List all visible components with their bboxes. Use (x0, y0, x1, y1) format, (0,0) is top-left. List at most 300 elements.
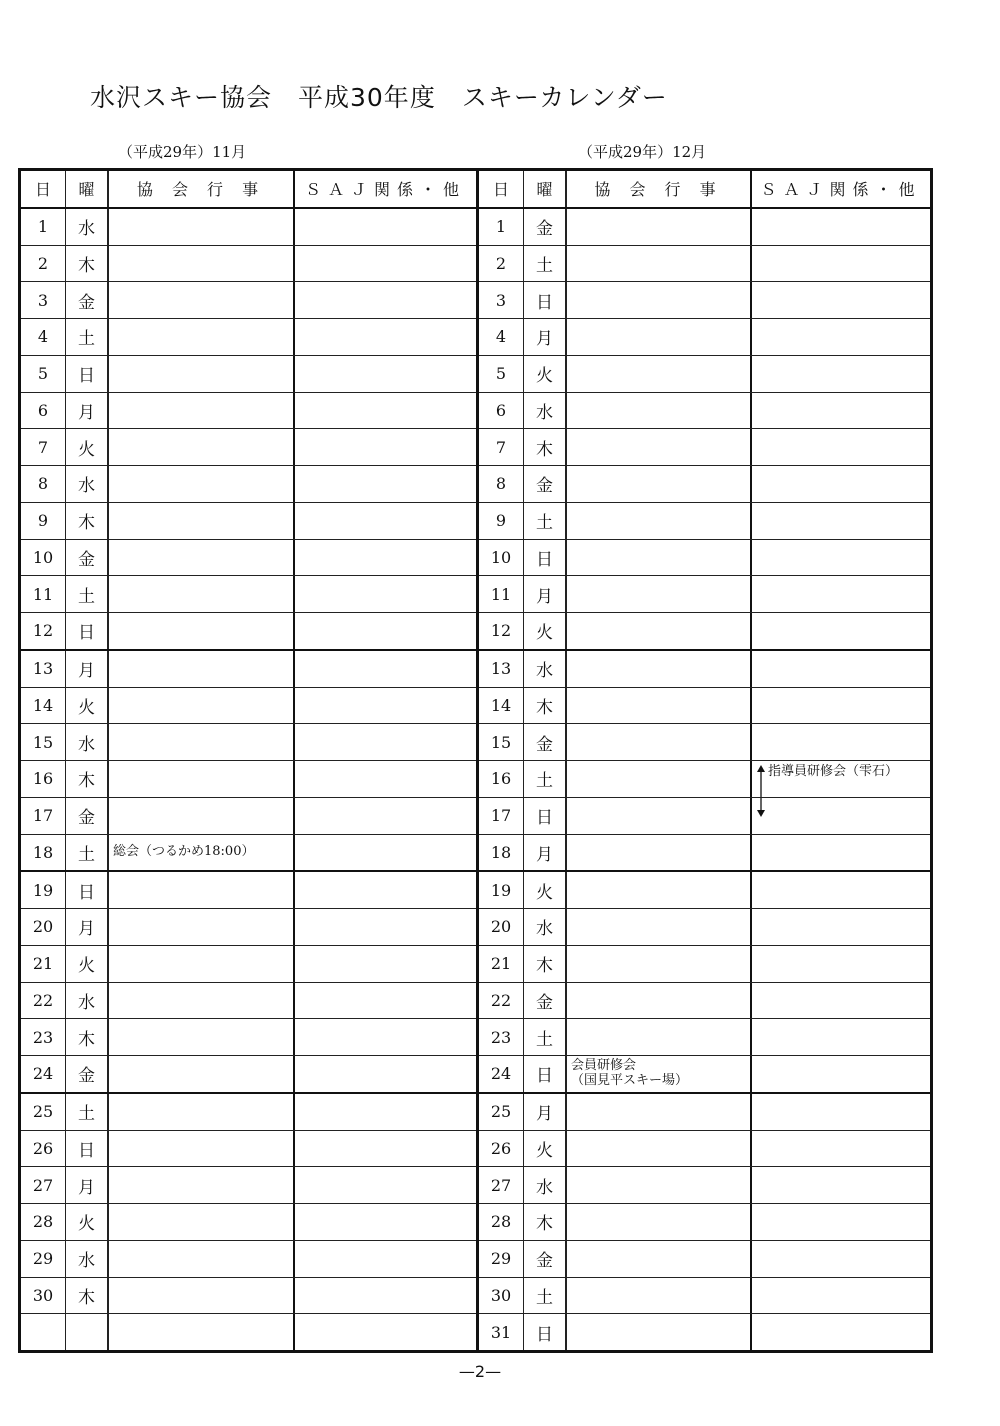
saj-event-cell (293, 356, 476, 392)
saj-event-cell (293, 651, 476, 687)
association-event-cell (108, 1167, 293, 1203)
table-row (479, 1313, 930, 1350)
weekday: 日 (65, 1131, 108, 1167)
association-event-cell (566, 983, 750, 1019)
saj-event-cell (750, 1131, 930, 1167)
weekday: 火 (65, 946, 108, 982)
association-event-cell (566, 576, 750, 612)
table-row (21, 982, 476, 1019)
table-row (479, 1203, 930, 1240)
november-caption: （平成29年）11月 (118, 143, 247, 161)
table-row (21, 392, 476, 429)
weekday: 金 (523, 983, 566, 1019)
day-number: 23 (32, 1027, 54, 1047)
table-row (21, 1055, 476, 1092)
association-event-cell (108, 319, 293, 355)
association-event-cell (566, 946, 750, 982)
day-number: 20 (32, 917, 54, 937)
association-event-cell (566, 798, 750, 834)
table-row (21, 502, 476, 539)
saj-event-cell (750, 872, 930, 908)
weekday: 日 (523, 282, 566, 318)
day-number: 3 (495, 290, 507, 310)
header-weekday: 曜 (65, 171, 108, 207)
saj-event-cell (750, 724, 930, 760)
weekday: 木 (65, 503, 108, 539)
weekday: 月 (65, 651, 108, 687)
weekday (65, 1314, 108, 1350)
day-number: 3 (37, 290, 49, 310)
saj-event-cell (750, 246, 930, 282)
association-event-cell (566, 1056, 750, 1092)
day-number: 27 (490, 1175, 512, 1195)
association-event-cell (566, 909, 750, 945)
table-row (479, 1018, 930, 1055)
table-row (21, 209, 476, 245)
saj-event-cell (750, 651, 930, 687)
weekday: 金 (65, 540, 108, 576)
association-event-cell (108, 1278, 293, 1314)
weekday: 水 (523, 651, 566, 687)
day-number: 25 (490, 1102, 512, 1122)
table-row (21, 1130, 476, 1167)
table-row (21, 355, 476, 392)
association-event-cell (566, 688, 750, 724)
saj-event-cell (293, 466, 476, 502)
saj-event-cell (293, 613, 476, 649)
table-row (479, 908, 930, 945)
table-row (21, 1092, 476, 1130)
table-row (479, 1240, 930, 1277)
association-event-cell (566, 1278, 750, 1314)
table-row (479, 982, 930, 1019)
weekday: 日 (523, 1056, 566, 1092)
table-row (479, 870, 930, 908)
day-number: 29 (490, 1249, 512, 1269)
table-row (21, 687, 476, 724)
weekday: 月 (65, 909, 108, 945)
saj-event-cell (293, 724, 476, 760)
table-row (479, 760, 930, 797)
saj-event-cell (293, 282, 476, 318)
day-number: 28 (490, 1212, 512, 1232)
association-event-cell (566, 503, 750, 539)
table-row (479, 428, 930, 465)
table-row (21, 1240, 476, 1277)
day-number: 24 (32, 1064, 54, 1084)
weekday: 土 (65, 576, 108, 612)
association-event-cell (108, 356, 293, 392)
association-event-cell (108, 393, 293, 429)
table-row (479, 502, 930, 539)
saj-event-cell (750, 1278, 930, 1314)
association-event-cell (108, 798, 293, 834)
saj-event-cell (750, 540, 930, 576)
association-event-cell (108, 282, 293, 318)
day-number: 17 (32, 806, 54, 826)
day-number: 9 (37, 511, 49, 531)
association-event-cell (566, 246, 750, 282)
day-number: 2 (37, 253, 49, 273)
saj-event-cell (750, 466, 930, 502)
weekday: 木 (65, 761, 108, 797)
table-row (479, 465, 930, 502)
weekday: 月 (65, 393, 108, 429)
day-number: 26 (32, 1138, 54, 1158)
association-event-cell (566, 393, 750, 429)
table-row (479, 687, 930, 724)
day-number: 23 (490, 1027, 512, 1047)
page-number: —2— (458, 1362, 502, 1381)
saj-event-cell (750, 909, 930, 945)
saj-event-cell (750, 282, 930, 318)
association-event-cell (566, 209, 750, 245)
association-event-cell (566, 1094, 750, 1130)
saj-event-cell (293, 946, 476, 982)
saj-event-cell (293, 246, 476, 282)
association-event-cell (566, 356, 750, 392)
saj-event-cell (293, 429, 476, 465)
association-event-cell (566, 651, 750, 687)
weekday: 土 (523, 246, 566, 282)
saj-event-cell (293, 798, 476, 834)
association-event-cell (108, 835, 293, 871)
day-number: 27 (32, 1175, 54, 1195)
day-number: 12 (32, 621, 54, 641)
weekday: 火 (523, 613, 566, 649)
association-event-cell (566, 319, 750, 355)
association-event-cell (566, 466, 750, 502)
table-row (21, 539, 476, 576)
table-row (479, 575, 930, 612)
day-number: 22 (490, 990, 512, 1010)
december-caption: （平成29年）12月 (578, 143, 707, 161)
weekday: 水 (65, 724, 108, 760)
saj-event-cell (750, 209, 930, 245)
association-event-cell (566, 1314, 750, 1350)
saj-event-cell (293, 1131, 476, 1167)
saj-event-cell (750, 1314, 930, 1350)
saj-event-cell (750, 1056, 930, 1092)
day-number: 26 (490, 1138, 512, 1158)
table-row (21, 281, 476, 318)
day-number: 18 (32, 842, 54, 862)
weekday: 月 (523, 319, 566, 355)
weekday: 木 (65, 246, 108, 282)
association-event-cell (108, 246, 293, 282)
association-event-cell (566, 1241, 750, 1277)
day-number: 7 (495, 437, 507, 457)
table-row (479, 318, 930, 355)
header-day: 日 (34, 180, 51, 200)
association-event-cell (108, 1204, 293, 1240)
header-saj-other: ＳＡＪ関係・他 (293, 171, 476, 207)
weekday: 月 (65, 1167, 108, 1203)
saj-event-cell (293, 393, 476, 429)
saj-event-cell (750, 576, 930, 612)
day-number: 14 (32, 695, 54, 715)
weekday: 土 (523, 503, 566, 539)
association-event-cell (566, 872, 750, 908)
table-row (479, 1092, 930, 1130)
day-number: 6 (37, 400, 49, 420)
header-association-events: 協 会 行 事 (566, 171, 750, 207)
weekday: 金 (65, 282, 108, 318)
weekday: 水 (65, 1241, 108, 1277)
day-number: 30 (490, 1285, 512, 1305)
weekday: 日 (65, 356, 108, 392)
weekday: 木 (523, 429, 566, 465)
association-event-cell (108, 724, 293, 760)
saj-event-cell (750, 1019, 930, 1055)
saj-event-cell (750, 983, 930, 1019)
weekday: 火 (65, 1204, 108, 1240)
table-row (479, 245, 930, 282)
association-event-cell (108, 1019, 293, 1055)
association-event-cell (566, 835, 750, 871)
weekday: 日 (523, 540, 566, 576)
header-weekday: 曜 (523, 171, 566, 207)
saj-event-cell (293, 761, 476, 797)
saj-event-cell (750, 946, 930, 982)
weekday: 水 (523, 909, 566, 945)
saj-event-cell (750, 319, 930, 355)
table-row (479, 723, 930, 760)
table-row (21, 908, 476, 945)
december-calendar-table (476, 168, 933, 1353)
table-row (21, 465, 476, 502)
table-row (21, 318, 476, 355)
association-event-text: 会員研修会 （国見平スキー場） (571, 1057, 689, 1088)
header-day: 日 (492, 180, 509, 200)
saj-event-cell (750, 613, 930, 649)
saj-event-cell (293, 1314, 476, 1350)
day-number: 4 (495, 327, 507, 347)
saj-event-cell (293, 1019, 476, 1055)
saj-event-cell (293, 503, 476, 539)
association-event-cell (108, 466, 293, 502)
table-row (21, 1203, 476, 1240)
weekday: 月 (523, 835, 566, 871)
association-event-cell (108, 761, 293, 797)
day-number: 12 (490, 621, 512, 641)
day-number: 1 (495, 217, 507, 237)
day-number: 21 (32, 954, 54, 974)
table-row (21, 1166, 476, 1203)
day-number: 5 (495, 364, 507, 384)
table-row (21, 870, 476, 908)
day-number: 7 (37, 437, 49, 457)
saj-event-cell (293, 1094, 476, 1130)
day-number: 13 (32, 659, 54, 679)
day-number: 19 (32, 880, 54, 900)
association-event-cell (108, 503, 293, 539)
table-row (479, 281, 930, 318)
table-row (479, 1130, 930, 1167)
weekday: 金 (523, 209, 566, 245)
saj-event-cell (293, 1056, 476, 1092)
day-number: 10 (32, 547, 54, 567)
header-saj-other: ＳＡＪ関係・他 (750, 171, 930, 207)
association-event-cell (108, 540, 293, 576)
day-number: 15 (490, 732, 512, 752)
day-number: 13 (490, 659, 512, 679)
weekday: 火 (523, 1131, 566, 1167)
saj-event-cell (293, 909, 476, 945)
saj-event-cell (750, 356, 930, 392)
association-event-cell (566, 429, 750, 465)
weekday: 日 (65, 613, 108, 649)
weekday: 木 (65, 1278, 108, 1314)
day-number: 6 (495, 400, 507, 420)
association-event-text: 総会（つるかめ18:00） (113, 843, 255, 859)
saj-event-cell (293, 1241, 476, 1277)
saj-event-cell (750, 835, 930, 871)
table-row (479, 1055, 930, 1092)
saj-event-cell (293, 1204, 476, 1240)
saj-event-cell (750, 1094, 930, 1130)
saj-event-cell (293, 835, 476, 871)
saj-event-cell (293, 1278, 476, 1314)
association-event-cell (566, 724, 750, 760)
day-number: 22 (32, 990, 54, 1010)
header-association-events: 協 会 行 事 (108, 171, 293, 207)
table-row (21, 245, 476, 282)
day-number: 31 (490, 1322, 512, 1342)
weekday: 金 (65, 798, 108, 834)
saj-event-cell (293, 1167, 476, 1203)
association-event-cell (108, 1094, 293, 1130)
saj-event-cell (750, 1167, 930, 1203)
table-row (479, 834, 930, 871)
table-row (21, 760, 476, 797)
table-row (21, 612, 476, 649)
table-row (479, 392, 930, 429)
association-event-cell (108, 1131, 293, 1167)
day-number: 16 (32, 769, 54, 789)
weekday: 月 (523, 1094, 566, 1130)
weekday: 日 (523, 798, 566, 834)
weekday: 土 (523, 1278, 566, 1314)
association-event-cell (566, 1167, 750, 1203)
saj-event-cell (750, 1241, 930, 1277)
day-number: 29 (32, 1249, 54, 1269)
saj-event-cell (750, 761, 930, 797)
association-event-cell (566, 1131, 750, 1167)
table-row (479, 945, 930, 982)
weekday: 金 (523, 1241, 566, 1277)
day-number: 1 (37, 217, 49, 237)
association-event-cell (108, 429, 293, 465)
day-number: 11 (490, 584, 512, 604)
weekday: 土 (523, 1019, 566, 1055)
weekday: 木 (65, 1019, 108, 1055)
association-event-cell (566, 761, 750, 797)
association-event-cell (108, 1056, 293, 1092)
day-number: 4 (37, 327, 49, 347)
saj-event-cell (750, 1204, 930, 1240)
association-event-cell (108, 209, 293, 245)
saj-event-text: 指導員研修会（雫石） (768, 764, 899, 779)
weekday: 日 (523, 1314, 566, 1350)
table-row (479, 612, 930, 649)
saj-event-cell (293, 319, 476, 355)
weekday: 火 (523, 356, 566, 392)
weekday: 火 (65, 429, 108, 465)
weekday: 金 (65, 1056, 108, 1092)
weekday: 木 (523, 688, 566, 724)
association-event-cell (108, 983, 293, 1019)
weekday: 木 (523, 946, 566, 982)
november-calendar-table (18, 168, 479, 1353)
saj-event-cell (293, 688, 476, 724)
table-row (21, 1018, 476, 1055)
table-row (21, 797, 476, 834)
weekday: 土 (65, 319, 108, 355)
saj-event-cell (750, 503, 930, 539)
association-event-cell (108, 576, 293, 612)
weekday: 火 (523, 872, 566, 908)
weekday: 水 (523, 393, 566, 429)
day-number: 16 (490, 769, 512, 789)
weekday: 土 (523, 761, 566, 797)
saj-event-cell (293, 872, 476, 908)
day-number: 28 (32, 1212, 54, 1232)
weekday: 金 (523, 466, 566, 502)
day-number: 20 (490, 917, 512, 937)
table-row (479, 649, 930, 687)
table-row (21, 1277, 476, 1314)
association-event-cell (566, 540, 750, 576)
day-number: 17 (490, 806, 512, 826)
weekday: 火 (65, 688, 108, 724)
day-number: 9 (495, 511, 507, 531)
association-event-cell (108, 872, 293, 908)
association-event-cell (108, 1314, 293, 1350)
association-event-cell (566, 613, 750, 649)
saj-event-cell (750, 429, 930, 465)
table-row (21, 945, 476, 982)
saj-event-cell (293, 209, 476, 245)
association-event-cell (108, 946, 293, 982)
day-number: 2 (495, 253, 507, 273)
association-event-cell (566, 1204, 750, 1240)
association-event-cell (108, 688, 293, 724)
table-row (21, 1313, 476, 1350)
page-title: 水沢スキー協会 平成30年度 スキーカレンダー (90, 83, 668, 112)
weekday: 土 (65, 1094, 108, 1130)
day-number: 25 (32, 1102, 54, 1122)
weekday: 木 (523, 1204, 566, 1240)
day-number: 15 (32, 732, 54, 752)
table-row (479, 1166, 930, 1203)
table-row (479, 1277, 930, 1314)
weekday: 水 (523, 1167, 566, 1203)
saj-event-cell (750, 688, 930, 724)
day-number: 19 (490, 880, 512, 900)
day-number: 8 (495, 474, 507, 494)
day-number: 11 (32, 584, 54, 604)
association-event-cell (108, 1241, 293, 1277)
table-row (479, 539, 930, 576)
day-number: 21 (490, 954, 512, 974)
table-header-row (21, 171, 476, 209)
saj-event-cell (293, 576, 476, 612)
table-header-row (479, 171, 930, 209)
table-row (479, 797, 930, 834)
saj-event-cell (750, 798, 930, 834)
weekday: 土 (65, 835, 108, 871)
